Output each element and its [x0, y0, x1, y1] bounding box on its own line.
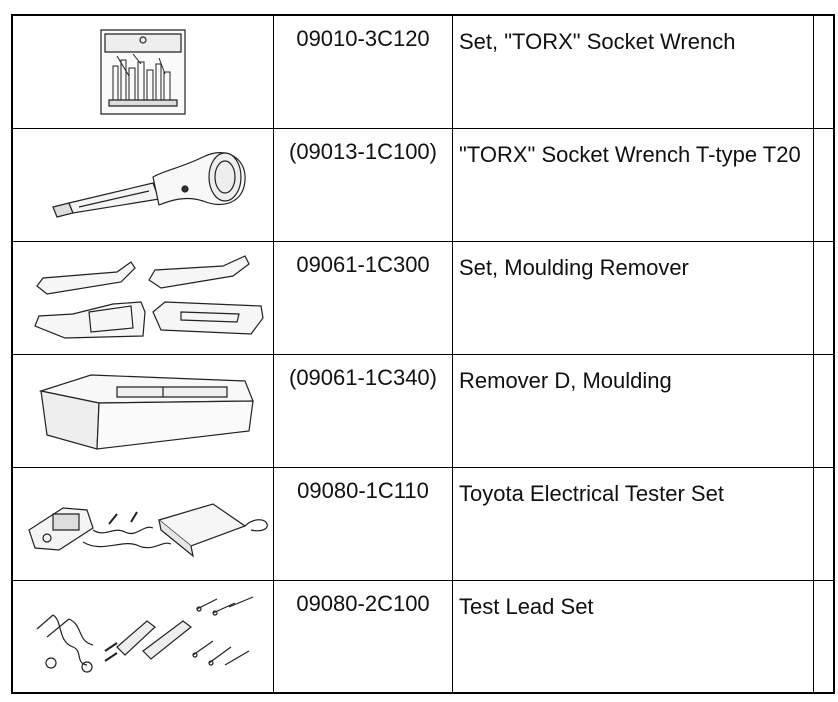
- part-number: (09013-1C100): [274, 128, 453, 241]
- tool-image-cell: [12, 15, 274, 128]
- tool-image-cell: [12, 128, 274, 241]
- table-row: [12, 354, 834, 467]
- special-tools-table: [11, 14, 835, 694]
- tool-description: Toyota Electrical Tester Set: [453, 467, 814, 580]
- part-number: (09061-1C340): [274, 354, 453, 467]
- blank-cell: [814, 467, 835, 580]
- blank-cell: [814, 15, 835, 128]
- tool-image-cell: [12, 467, 274, 580]
- table-row: [12, 580, 834, 693]
- torx-t-wrench-icon: [13, 129, 273, 242]
- blank-cell: [814, 241, 835, 354]
- moulding-remover-d-icon: [13, 355, 273, 468]
- tool-image-cell: [12, 580, 274, 693]
- part-number: 09080-1C110: [274, 467, 453, 580]
- moulding-remover-set-icon: [13, 242, 273, 355]
- blank-cell: [814, 354, 835, 467]
- tool-description: Set, Moulding Remover: [453, 241, 814, 354]
- tool-image-cell: [12, 241, 274, 354]
- tool-description: Remover D, Moulding: [453, 354, 814, 467]
- table-row: [12, 128, 834, 241]
- test-lead-set-icon: [13, 581, 273, 694]
- table-row: [12, 467, 834, 580]
- part-number: 09080-2C100: [274, 580, 453, 693]
- electrical-tester-set-icon: [13, 468, 273, 581]
- tool-image-cell: [12, 354, 274, 467]
- torx-socket-set-icon: [13, 16, 273, 129]
- tool-description: "TORX" Socket Wrench T-type T20: [453, 128, 814, 241]
- blank-cell: [814, 580, 835, 693]
- part-number: 09010-3C120: [274, 15, 453, 128]
- blank-cell: [814, 128, 835, 241]
- part-number: 09061-1C300: [274, 241, 453, 354]
- table-row: [12, 241, 834, 354]
- table-row: [12, 15, 834, 128]
- tool-description: Test Lead Set: [453, 580, 814, 693]
- tool-description: Set, "TORX" Socket Wrench: [453, 15, 814, 128]
